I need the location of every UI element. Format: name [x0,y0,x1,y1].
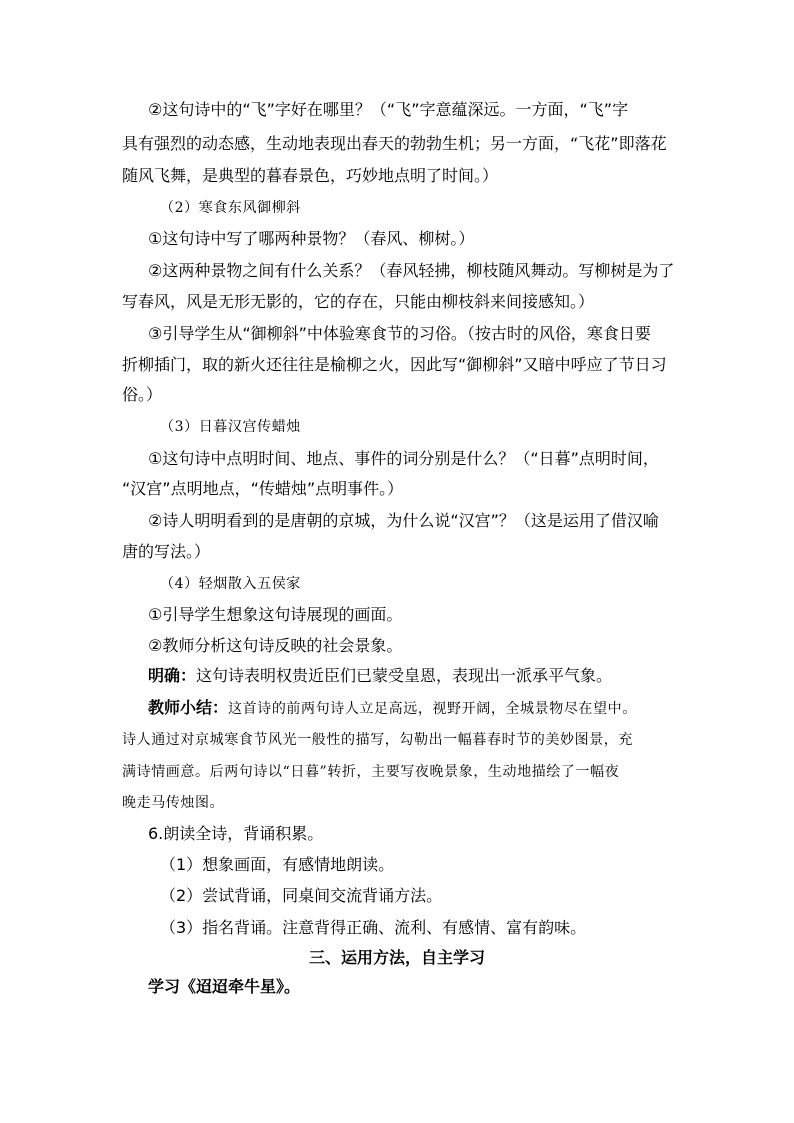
question-line: ①引导学生想象这句诗展现的画面。 [148,605,403,624]
question-line: ②教师分析这句诗反映的社会景象。 [148,636,403,655]
paragraph-line: ②这句诗中的“飞”字好在哪里？（“飞”字意蕴深远。一方面，“飞”字 [148,100,629,119]
section-heading: （3）日暮汉宫传蜡烛 [160,419,301,435]
step-title: 6.朗读全诗，背诵积累。 [148,824,324,843]
question-line: ①这句诗中点明时间、地点、事件的词分别是什么？（“日暮”点明时间， [148,449,659,468]
summary-line: 诗人通过对京城寒食节风光一般性的描写，勾勒出一幅暮春时节的美妙图景，充 [122,732,633,748]
question-line: 折柳插门，取的新火还往往是榆柳之火，因此写“御柳斜”又暗中呼应了节日习 [122,355,667,374]
question-line: ③引导学生从“御柳斜”中体验寒食节的习俗。（按古时的风俗，寒食日要 [148,324,651,343]
summary-text: 这首诗的前两句诗人立足高远，视野开阔，全城景物尽在望中。 [228,701,637,717]
step-item: （1）想象画面，有感情地朗读。 [160,855,395,874]
summary-line: 满诗情画意。后两句诗以“日暮”转折，主要写夜晚景象，生动地描绘了一幅夜 [122,764,620,780]
part-heading: 三、运用方法，自主学习 [308,948,485,967]
clarify-text: 这句诗表明权贵近臣们已蒙受皇恩，表现出一派承平气象。 [196,666,613,685]
question-line: ②诗人明明看到的是唐朝的京城，为什么说“汉宫”？（这是运用了借汉喻 [148,511,659,530]
question-line: ②这两种景物之间有什么关系？（春风轻拂，柳枝随风舞动。写柳树是为了 [148,261,675,280]
summary-line [148,698,637,718]
question-line: 写春风，风是无形无影的，它的存在，只能由柳枝斜来间接感知。） [122,292,595,311]
summary-label: 教师小结： [148,698,229,717]
step-item: （3）指名背诵。注意背得正确、流利、有感情、富有韵味。 [160,918,587,937]
question-line: 唐的写法。） [122,542,211,561]
paragraph-line: 随风飞舞，是典型的暮春景色，巧妙地点明了时间。） [122,166,499,185]
section-heading: （4）轻烟散入五侯家 [160,576,301,592]
summary-line: 晚走马传烛图。 [122,795,225,811]
step-item: （2）尝试背诵，同桌间交流背诵方法。 [160,886,443,905]
section-heading: （2）寒食东风御柳斜 [160,200,301,216]
clarify-line [148,666,612,686]
clarify-label: 明确： [148,666,197,685]
question-line: 俗。） [122,385,163,404]
part-subheading: 学习《迢迢牵牛星》。 [148,977,301,996]
paragraph-line: 具有强烈的动态感，生动地表现出春天的勃勃生机；另一方面，“飞花”即落花 [122,134,667,153]
question-line: “汉宫”点明地点，“传蜡烛”点明事件。） [122,479,404,498]
question-line: ①这句诗中写了哪两种景物？（春风、柳树。） [148,229,475,248]
